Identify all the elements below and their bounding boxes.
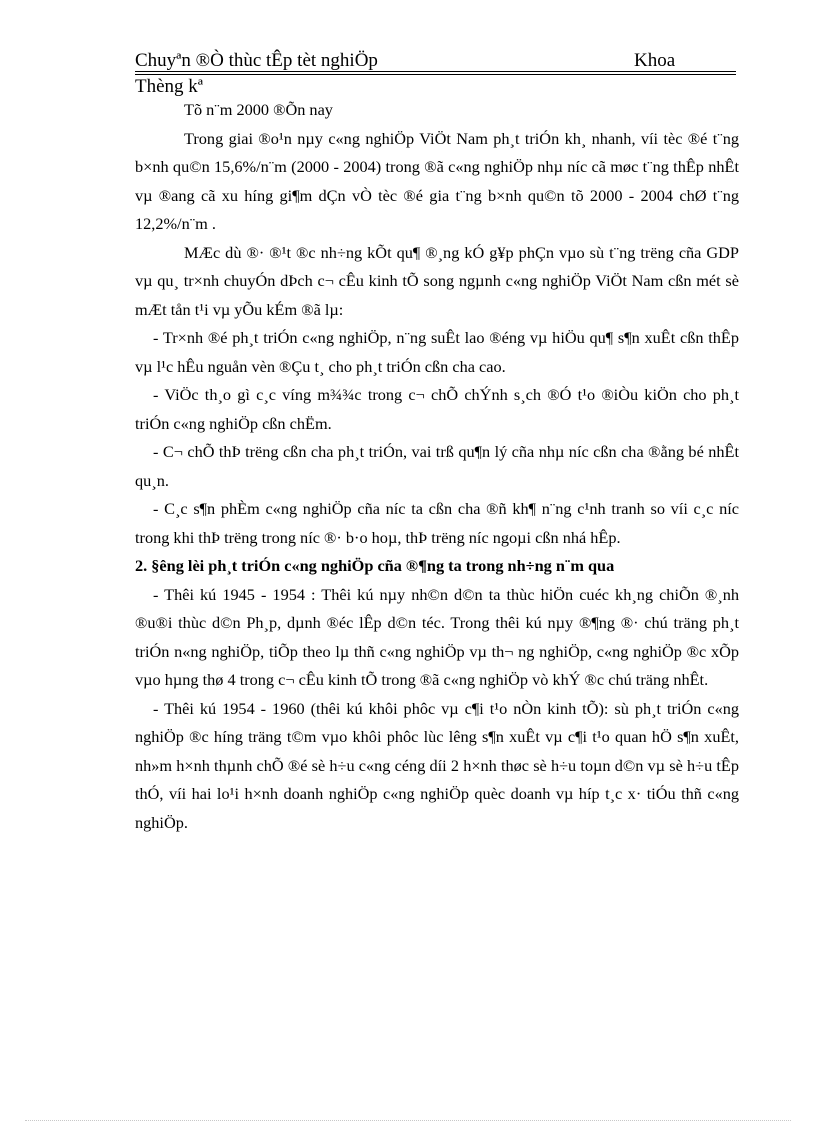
header-rule-top	[135, 71, 736, 72]
page-bottom-divider	[25, 1120, 791, 1121]
document-body	[135, 96, 739, 837]
bullet-paragraph: - Thêi kú 1945 - 1954 : Thêi kú nµy nh©n d©n ta thùc hiÖn cuéc kh¸ng chiÕn ®¸nh ®u®i thùc d©n Ph¸p, dµnh ®éc lÊp d©n téc. Trong thêi kú nµy ®¶ng ®· chú träng ph¸t triÓn n«ng nghiÖp, tiÕp theo lµ thñ c«ng nghiÖp vµ th¬ ng nghiÖp, c«ng nghiÖp ®c xÕp vµo hµng thø 4 trong c¬ cÊu kinh tÕ trong ®ã c«ng nghiÖp vò khÝ ®c chú träng nhÊt.	[135, 584, 739, 689]
section-heading: 2. §êng lèi ph¸t triÓn c«ng nghiÖp cña ®¶ng ta trong nh÷ng n¨m qua	[135, 556, 615, 575]
bullet-paragraph: - C¬ chÕ thÞ trëng cßn cha ph¸t triÓn, vai trß qu¶n lý cña nhµ níc cßn cha ®ằng bé nhÊt qu¸n.	[135, 442, 739, 490]
running-header	[135, 50, 736, 72]
header-title: Chuyªn ®Ò thùc tÊp tèt nghiÖp	[135, 50, 378, 71]
header-rule-bottom	[135, 74, 736, 75]
bullet-paragraph: - Tr×nh ®é ph¸t triÓn c«ng nghiÖp, n¨ng suÊt lao ®éng vµ hiÖu qu¶ s¶n xuÊt cßn thÊp vµ l¹c hÊu nguån vèn ®Çu t¸ cho ph¸t triÓn cßn cha cao.	[135, 328, 739, 376]
header-department-continuation: Thèng kª	[135, 76, 204, 97]
bullet-paragraph: - C¸c s¶n phÈm c«ng nghiÖp cña níc ta cßn cha ®ñ kh¶ n¨ng c¹nh tranh so víi c¸c níc trong khi thÞ trëng trong níc ®· b·o hoµ, thÞ trëng níc ngoµi cßn nhá hÊp.	[135, 499, 739, 547]
bullet-paragraph: - ViÖc th¸o gì c¸c víng m¾¾c trong c¬ chÕ chÝnh s¸ch ®Ó t¹o ®iÒu kiÖn cho ph¸t triÓn c«ng nghiÖp cßn chËm.	[135, 385, 739, 433]
header-department: Khoa	[634, 50, 676, 71]
paragraph: MÆc dù ®· ®¹t ®c nh÷ng kÕt qu¶ ®¸ng kÓ g¥p phÇn vµo sù t¨ng trëng cña GDP vµ qu¸ tr×nh chuyÓn dÞch c¬ cÊu kinh tÕ song ngµnh c«ng nghiÖp ViÖt Nam cßn mét sè mÆt tån t¹i vµ yÕu kÉm ®ã lµ:	[135, 242, 739, 319]
bullet-paragraph: - Thêi kú 1954 - 1960 (thêi kú khôi phôc vµ c¶i t¹o nÒn kinh tÕ): sù ph¸t triÓn c«ng nghiÖp ®c híng träng t©m vµo khôi phôc lùc lêng s¶n xuÊt vµ c¶i t¹o quan hÖ s¶n xuÊt, nh»m h×nh thµnh chÕ ®é sè h÷u c«ng céng díi 2 h×nh thøc sè h÷u toµn d©n vµ sè h÷u tÊp thÓ, víi hai lo¹i h×nh doanh nghiÖp c«ng nghiÖp quèc doanh vµ híp t¸c x· tiÓu thñ c«ng nghiÖp.	[135, 698, 739, 832]
paragraph: Tõ n¨m 2000 ®Õn nay	[184, 100, 333, 119]
paragraph: Trong giai ®o¹n nµy c«ng nghiÖp ViÖt Nam ph¸t triÓn kh¸ nhanh, víi tèc ®é t¨ng b×nh qu©n 15,6%/n¨m (2000 - 2004) trong ®ã c«ng nghiÖp nhµ níc cã møc t¨ng thÊp nhÊt vµ ®ang cã xu híng gi¶m dÇn vÒ tèc ®é gia t¨ng b×nh qu©n tõ 2000 - 2004 chØ t¨ng 12,2%/n¨m .	[135, 128, 739, 233]
